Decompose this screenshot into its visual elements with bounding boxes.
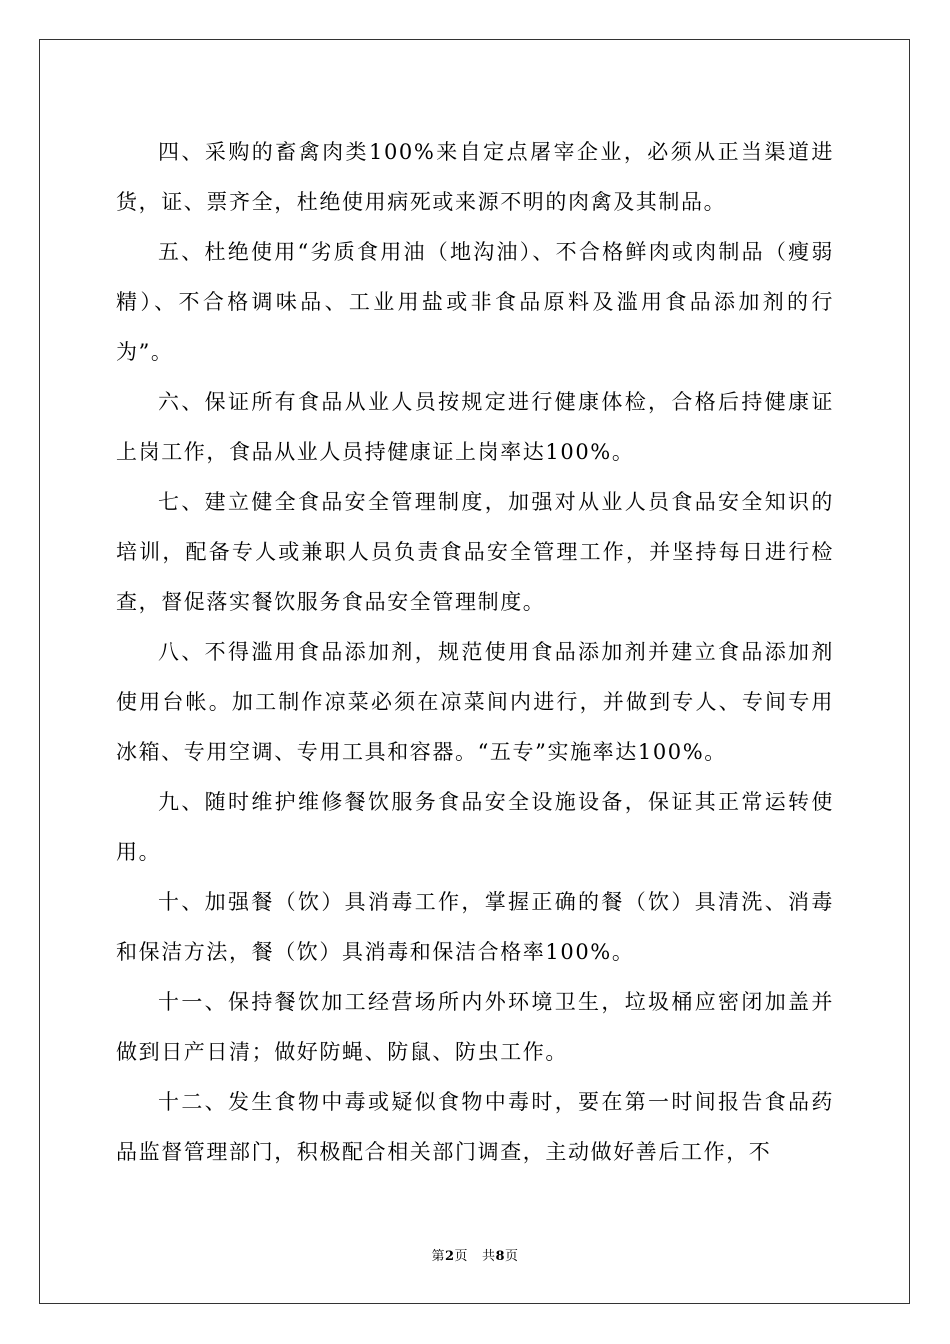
paragraph-4: 四、采购的畜禽肉类100%来自定点屠宰企业，必须从正当渠道进货，证、票齐全，杜绝使用病死或来源不明的肉禽及其制品。	[116, 140, 834, 214]
page-footer	[0, 1245, 950, 1264]
paragraph-6: 六、保证所有食品从业人员按规定进行健康体检，合格后持健康证上岗工作，食品从业人员持健康证上岗率达100%。	[116, 390, 834, 464]
paragraph-11: 十一、保持餐饮加工经营场所内外环境卫生，垃圾桶应密闭加盖并做到日产日清；做好防蝇、防鼠、防虫工作。	[116, 990, 834, 1064]
paragraph-10: 十、加强餐（饮）具消毒工作，掌握正确的餐（饮）具清洗、消毒和保洁方法，餐（饮）具消毒和保洁合格率100%。	[116, 890, 834, 964]
paragraph-5: 五、杜绝使用“劣质食用油（地沟油）、不合格鲜肉或肉制品（瘦弱精）、不合格调味品、工业用盐或非食品原料及滥用食品添加剂的行为”。	[116, 240, 834, 364]
current-page-number: 2	[444, 1249, 455, 1264]
paragraph-12: 十二、发生食物中毒或疑似食物中毒时，要在第一时间报告食品药品监督管理部门，积极配合相关部门调查，主动做好善后工作，不	[116, 1090, 834, 1164]
total-page-number: 8	[495, 1249, 506, 1264]
page-number-label: 第2页	[431, 1249, 469, 1264]
paragraph-7: 七、建立健全食品安全管理制度，加强对从业人员食品安全知识的培训，配备专人或兼职人员负责食品安全管理工作，并坚持每日进行检查，督促落实餐饮服务食品安全管理制度。	[116, 490, 834, 614]
total-pages-label: 共8页	[481, 1249, 519, 1264]
paragraph-9: 九、随时维护维修餐饮服务食品安全设施设备，保证其正常运转使用。	[116, 790, 834, 864]
document-body	[116, 127, 834, 1177]
paragraph-8: 八、不得滥用食品添加剂，规范使用食品添加剂并建立食品添加剂使用台帐。加工制作凉菜必须在凉菜间内进行，并做到专人、专间专用冰箱、专用空调、专用工具和容器。“五专”实施率达100%。	[116, 640, 834, 764]
